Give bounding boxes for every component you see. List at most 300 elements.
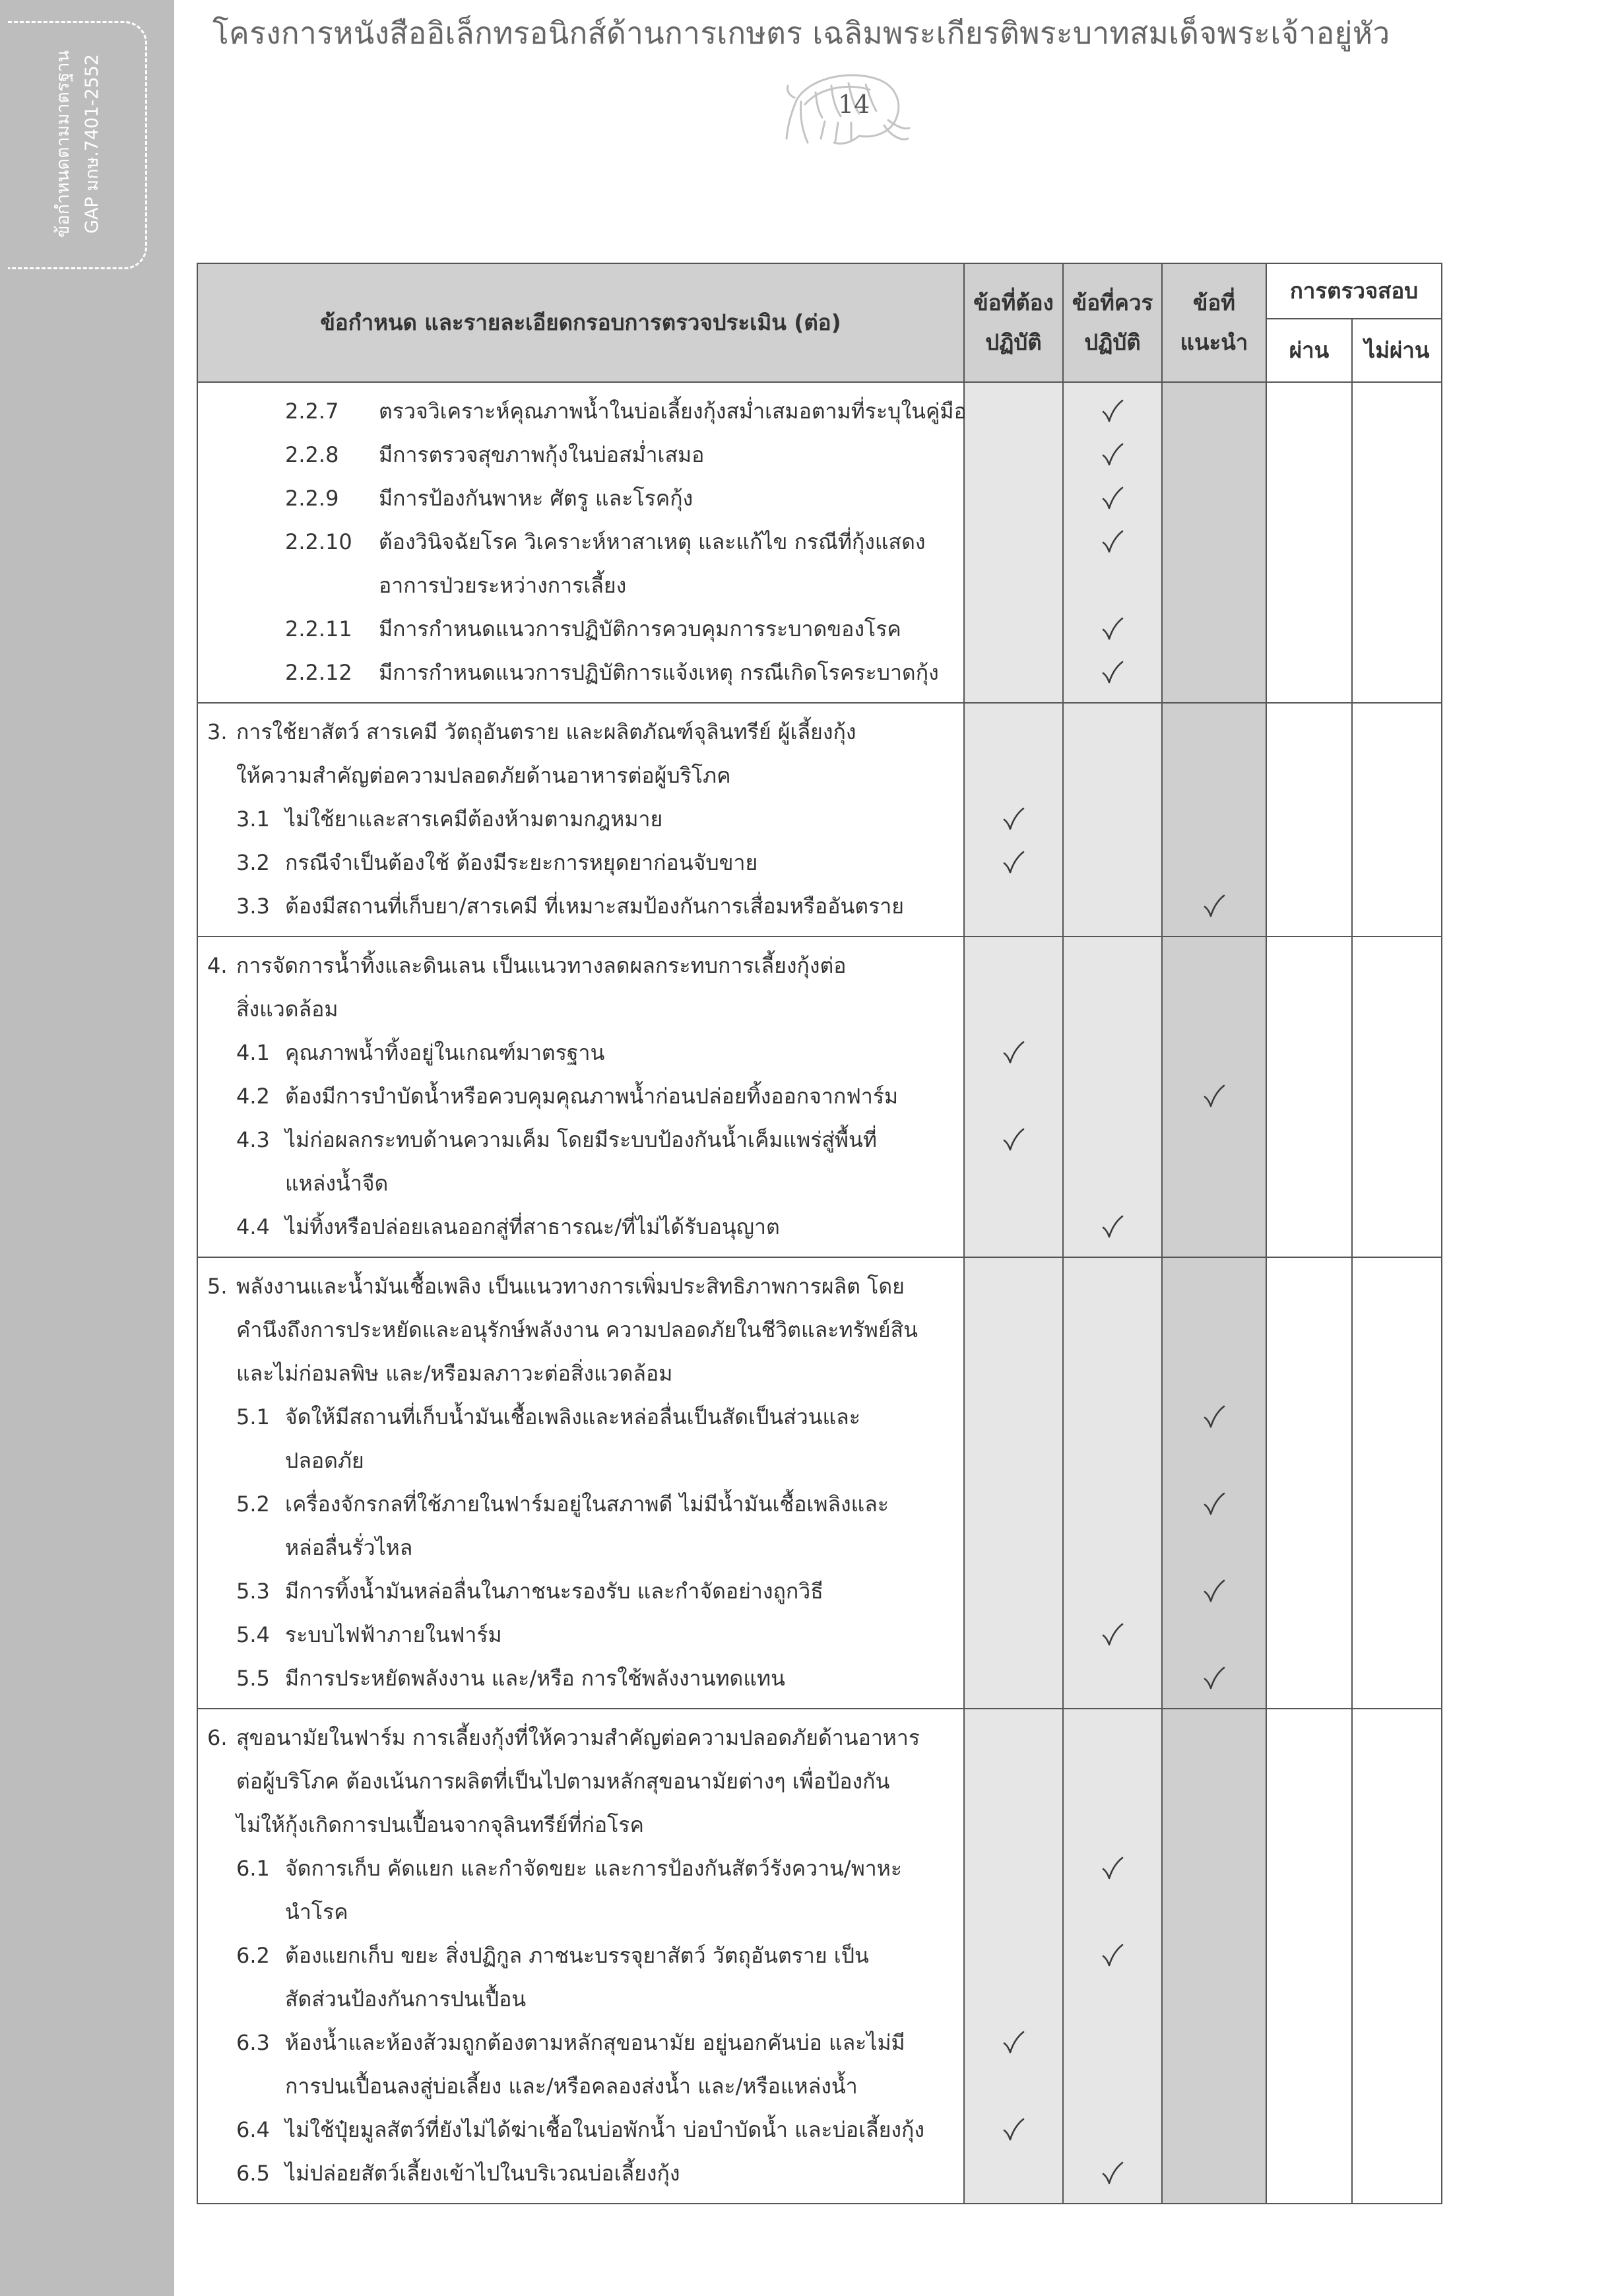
check-slot xyxy=(1064,2021,1161,2064)
criteria-line xyxy=(207,607,954,651)
fail-column-cell xyxy=(1352,936,1442,1257)
check-slot xyxy=(1064,1308,1161,1352)
sidebar-standard-label xyxy=(49,50,107,238)
criteria-line xyxy=(207,1716,954,1759)
check-slot xyxy=(1163,433,1266,476)
criteria-number: 6.5 xyxy=(236,2161,270,2186)
check-slot xyxy=(965,1759,1062,1803)
criteria-line xyxy=(207,1162,954,1205)
table-row xyxy=(197,382,1442,703)
check-slot xyxy=(1267,944,1351,987)
criteria-line xyxy=(207,1074,954,1118)
must-column-cell xyxy=(964,382,1063,703)
pass-column-cell xyxy=(1266,1709,1352,2204)
check-slot xyxy=(1353,797,1441,841)
check-slot xyxy=(965,564,1062,607)
check-slot xyxy=(1064,1890,1161,1934)
criteria-number: 2.2.8 xyxy=(285,442,339,467)
check-slot xyxy=(1353,1569,1441,1613)
check-slot xyxy=(1064,987,1161,1031)
check-slot xyxy=(965,1074,1062,1118)
check-slot xyxy=(1163,476,1266,520)
check-slot xyxy=(1163,710,1266,754)
criteria-number: 6. xyxy=(207,1725,228,1750)
criteria-line xyxy=(207,1847,954,1890)
check-slot xyxy=(1064,1482,1161,1526)
check-slot xyxy=(1267,1031,1351,1074)
check-slot xyxy=(1267,607,1351,651)
criteria-text: มีการกำหนดแนวการปฏิบัติการควบคุมการระบาดของโรค xyxy=(379,616,901,641)
check-slot xyxy=(1353,1890,1441,1934)
criteria-text: สัดส่วนป้องกันการปนเปื้อน xyxy=(285,1986,527,2012)
check-slot xyxy=(965,2151,1062,2195)
check-slot xyxy=(1163,841,1266,884)
check-slot xyxy=(1267,1395,1351,1439)
criteria-text: ห้องน้ำและห้องส้วมถูกต้องตามหลักสุขอนามัย อยู่นอกคันบ่อ และไม่มี xyxy=(285,2030,905,2055)
check-mark-icon xyxy=(1163,1482,1266,1526)
check-slot xyxy=(1353,433,1441,476)
criteria-text: ต้องมีสถานที่เก็บยา/สารเคมี ที่เหมาะสมป้องกันการเสื่อมหรืออันตราย xyxy=(285,894,904,919)
check-slot xyxy=(1267,651,1351,694)
check-slot xyxy=(1353,1977,1441,2021)
check-mark-icon xyxy=(965,1031,1062,1074)
check-slot xyxy=(1353,476,1441,520)
must-column-cell xyxy=(964,703,1063,936)
criteria-text: ไม่ใช้ปุ๋ยมูลสัตว์ที่ยังไม่ได้ฆ่าเชื้อในบ่อพักน้ำ บ่อบำบัดน้ำ และบ่อเลี้ยงกุ้ง xyxy=(285,2117,925,2142)
check-slot xyxy=(1163,1716,1266,1759)
check-slot xyxy=(1267,1759,1351,1803)
check-slot xyxy=(1064,1395,1161,1439)
check-slot xyxy=(1163,754,1266,797)
criteria-text: การปนเปื้อนลงสู่บ่อเลี้ยง และ/หรือคลองส่งน้ำ และ/หรือแหล่งน้ำ xyxy=(285,2074,858,2099)
check-slot xyxy=(965,987,1062,1031)
check-slot xyxy=(1064,710,1161,754)
criteria-text: นำโรค xyxy=(285,1899,348,1924)
check-slot xyxy=(965,2064,1062,2108)
criteria-text: ไม่ใช้ยาและสารเคมีต้องห้ามตามกฎหมาย xyxy=(285,806,663,832)
check-slot xyxy=(965,607,1062,651)
check-slot xyxy=(1267,564,1351,607)
criteria-line xyxy=(207,944,954,987)
criteria-cell xyxy=(197,703,964,936)
check-slot xyxy=(1064,1074,1161,1118)
pass-column-cell xyxy=(1266,703,1352,936)
check-mark-icon xyxy=(1064,520,1161,564)
criteria-text: ปลอดภัย xyxy=(285,1448,364,1473)
rec-column-cell xyxy=(1162,1257,1266,1709)
header-pass: ผ่าน xyxy=(1266,319,1352,382)
criteria-cell xyxy=(197,1709,964,2204)
criteria-text: แหล่งน้ำจืด xyxy=(285,1171,389,1196)
check-slot xyxy=(1064,1031,1161,1074)
criteria-text: ไม่ก่อผลกระทบด้านความเค็ม โดยมีระบบป้องกันน้ำเค็มแพร่สู่พื้นที่ xyxy=(285,1127,877,1152)
criteria-line xyxy=(207,476,954,520)
criteria-text: เครื่องจักรกลที่ใช้ภายในฟาร์มอยู่ในสภาพดี ไม่มีน้ำมันเชื้อเพลิงและ xyxy=(285,1492,889,1517)
check-slot xyxy=(965,1439,1062,1482)
criteria-text: ต้องมีการบำบัดน้ำหรือควบคุมคุณภาพน้ำก่อนปล่อยทิ้งออกจากฟาร์ม xyxy=(285,1084,899,1109)
check-slot xyxy=(965,1803,1062,1847)
check-slot xyxy=(1267,1656,1351,1700)
check-slot xyxy=(1267,884,1351,928)
check-slot xyxy=(965,754,1062,797)
check-slot xyxy=(1163,1031,1266,1074)
check-slot xyxy=(1163,1352,1266,1395)
criteria-number: 4.1 xyxy=(236,1040,270,1065)
check-slot xyxy=(1163,1205,1266,1249)
criteria-line xyxy=(207,433,954,476)
header-rec-line-1: ข้อที่ xyxy=(1192,290,1236,315)
check-slot xyxy=(1064,1716,1161,1759)
criteria-text: คำนึงถึงการประหยัดและอนุรักษ์พลังงาน ความปลอดภัยในชีวิตและทรัพย์สิน xyxy=(236,1317,918,1342)
criteria-number: 3.1 xyxy=(236,806,270,832)
criteria-line xyxy=(207,2108,954,2151)
criteria-number: 6.4 xyxy=(236,2117,270,2142)
pass-column-cell xyxy=(1266,1257,1352,1709)
check-slot xyxy=(1353,1934,1441,1977)
criteria-text: จัดการเก็บ คัดแยก และกำจัดขยะ และการป้องกันสัตว์รังควาน/พาหะ xyxy=(285,1856,903,1881)
sidebar-label-line-2: GAP มกษ.7401-2552 xyxy=(82,54,102,234)
fail-column-cell xyxy=(1352,703,1442,936)
check-mark-icon xyxy=(965,1118,1062,1162)
check-slot xyxy=(1267,1308,1351,1352)
check-slot xyxy=(965,1264,1062,1308)
check-slot xyxy=(1353,1162,1441,1205)
criteria-text: การจัดการน้ำทิ้งและดินเลน เป็นแนวทางลดผลกระทบการเลี้ยงกุ้งต่อ xyxy=(236,953,847,978)
check-slot xyxy=(1163,1934,1266,1977)
criteria-line xyxy=(207,1803,954,1847)
check-slot xyxy=(1267,1439,1351,1482)
check-slot xyxy=(1267,987,1351,1031)
check-slot xyxy=(1064,754,1161,797)
check-mark-icon xyxy=(965,2108,1062,2151)
check-slot xyxy=(1064,1803,1161,1847)
check-slot xyxy=(965,1613,1062,1656)
criteria-text: ระบบไฟฟ้าภายในฟาร์ม xyxy=(285,1622,502,1647)
criteria-text: ไม่ให้กุ้งเกิดการปนเปื้อนจากจุลินทรีย์ที่ก่อโรค xyxy=(236,1812,644,1837)
check-slot xyxy=(1353,1031,1441,1074)
criteria-line xyxy=(207,1977,954,2021)
check-slot xyxy=(1353,1803,1441,1847)
check-slot xyxy=(1353,1205,1441,1249)
criteria-line xyxy=(207,1759,954,1803)
check-slot xyxy=(965,1716,1062,1759)
should-column-cell xyxy=(1063,1709,1162,2204)
rec-column-cell xyxy=(1162,1709,1266,2204)
fail-column-cell xyxy=(1352,382,1442,703)
check-slot xyxy=(965,1205,1062,1249)
fail-column-cell xyxy=(1352,1709,1442,2204)
check-slot xyxy=(1267,1847,1351,1890)
should-column-cell xyxy=(1063,936,1162,1257)
check-mark-icon xyxy=(1064,1847,1161,1890)
check-mark-icon xyxy=(1064,651,1161,694)
check-slot xyxy=(965,1395,1062,1439)
check-slot xyxy=(1353,1308,1441,1352)
criteria-text: มีการป้องกันพาหะ ศัตรู และโรคกุ้ง xyxy=(379,486,693,511)
header-should-line-1: ข้อที่ควร xyxy=(1072,290,1153,315)
check-mark-icon xyxy=(1163,1074,1266,1118)
criteria-line xyxy=(207,1526,954,1569)
check-slot xyxy=(965,884,1062,928)
criteria-cell xyxy=(197,936,964,1257)
check-slot xyxy=(1163,651,1266,694)
check-slot xyxy=(1353,1439,1441,1482)
header-must-line-1: ข้อที่ต้อง xyxy=(973,290,1054,315)
check-slot xyxy=(1163,1803,1266,1847)
check-slot xyxy=(1267,1934,1351,1977)
criteria-line xyxy=(207,1205,954,1249)
check-mark-icon xyxy=(965,797,1062,841)
criteria-text: สุขอนามัยในฟาร์ม การเลี้ยงกุ้งที่ให้ความสำคัญต่อความปลอดภัยด้านอาหาร xyxy=(236,1725,920,1750)
check-mark-icon xyxy=(1163,1656,1266,1700)
criteria-text: กรณีจำเป็นต้องใช้ ต้องมีระยะการหยุดยาก่อนจับขาย xyxy=(285,850,758,875)
criteria-text: ต่อผู้บริโภค ต้องเน้นการผลิตที่เป็นไปตามหลักสุขอนามัยต่างๆ เพื่อป้องกัน xyxy=(236,1769,890,1794)
check-mark-icon xyxy=(1064,433,1161,476)
criteria-text: และไม่ก่อมลพิษ และ/หรือมลภาวะต่อสิ่งแวดล้อม xyxy=(236,1361,673,1386)
criteria-line xyxy=(207,2021,954,2064)
check-slot xyxy=(1267,433,1351,476)
check-slot xyxy=(1064,1977,1161,2021)
check-slot xyxy=(965,1352,1062,1395)
criteria-number: 6.3 xyxy=(236,2030,270,2055)
check-slot xyxy=(1353,944,1441,987)
check-slot xyxy=(1064,1439,1161,1482)
criteria-line xyxy=(207,797,954,841)
check-slot xyxy=(1267,476,1351,520)
check-slot xyxy=(1163,2021,1266,2064)
check-slot xyxy=(965,1308,1062,1352)
check-slot xyxy=(965,1890,1062,1934)
check-slot xyxy=(1267,1352,1351,1395)
check-slot xyxy=(1267,1264,1351,1308)
must-column-cell xyxy=(964,1257,1063,1709)
check-slot xyxy=(1267,754,1351,797)
table-row xyxy=(197,936,1442,1257)
criteria-text: มีการประหยัดพลังงาน และ/หรือ การใช้พลังงานทดแทน xyxy=(285,1666,785,1691)
check-slot xyxy=(1064,841,1161,884)
criteria-number: 6.2 xyxy=(236,1943,270,1968)
check-slot xyxy=(965,1847,1062,1890)
criteria-text: คุณภาพน้ำทิ้งอยู่ในเกณฑ์มาตรฐาน xyxy=(285,1040,605,1065)
check-slot xyxy=(1267,1205,1351,1249)
check-slot xyxy=(1267,2108,1351,2151)
criteria-text: มีการตรวจสุขภาพกุ้งในบ่อสม่ำเสมอ xyxy=(379,442,705,467)
check-slot xyxy=(1353,1395,1441,1439)
criteria-line xyxy=(207,1395,954,1439)
check-slot xyxy=(965,1977,1062,2021)
check-slot xyxy=(1353,389,1441,433)
header-should-practice xyxy=(1063,263,1162,382)
header-criteria: ข้อกำหนด และรายละเอียดกรอบการตรวจประเมิน (ต่อ) xyxy=(197,263,964,382)
check-slot xyxy=(1064,564,1161,607)
criteria-cell xyxy=(197,1257,964,1709)
check-slot xyxy=(965,433,1062,476)
check-mark-icon xyxy=(1064,476,1161,520)
check-slot xyxy=(1163,2108,1266,2151)
check-slot xyxy=(1353,1526,1441,1569)
criteria-text: อาการป่วยระหว่างการเลี้ยง xyxy=(379,573,627,598)
check-mark-icon xyxy=(1163,1395,1266,1439)
criteria-line xyxy=(207,2064,954,2108)
check-slot xyxy=(1353,2064,1441,2108)
criteria-number: 5.3 xyxy=(236,1579,270,1604)
check-slot xyxy=(1163,1526,1266,1569)
header-row-1 xyxy=(197,263,1442,319)
check-slot xyxy=(1163,1162,1266,1205)
criteria-number: 4. xyxy=(207,953,228,978)
check-mark-icon xyxy=(1064,1205,1161,1249)
header-rec-line-2: แนะนำ xyxy=(1180,329,1248,355)
header-audit: การตรวจสอบ xyxy=(1266,263,1442,319)
check-slot xyxy=(1163,1308,1266,1352)
check-slot xyxy=(1267,1569,1351,1613)
check-slot xyxy=(1353,651,1441,694)
check-slot xyxy=(1267,710,1351,754)
criteria-line xyxy=(207,1569,954,1613)
check-mark-icon xyxy=(1163,884,1266,928)
check-slot xyxy=(1267,1977,1351,2021)
criteria-line xyxy=(207,389,967,433)
check-slot xyxy=(1064,884,1161,928)
check-slot xyxy=(1267,1890,1351,1934)
check-slot xyxy=(1267,1162,1351,1205)
check-slot xyxy=(1267,1074,1351,1118)
check-slot xyxy=(1353,2021,1441,2064)
check-slot xyxy=(1163,1613,1266,1656)
criteria-line xyxy=(207,520,954,564)
check-slot xyxy=(1267,520,1351,564)
criteria-text: พลังงานและน้ำมันเชื้อเพลิง เป็นแนวทางการเพิ่มประสิทธิภาพการผลิต โดย xyxy=(236,1274,905,1299)
check-slot xyxy=(1163,797,1266,841)
check-slot xyxy=(965,1569,1062,1613)
criteria-number: 5.5 xyxy=(236,1666,270,1691)
check-slot xyxy=(965,1162,1062,1205)
criteria-line xyxy=(207,2151,954,2195)
header-must-line-2: ปฏิบัติ xyxy=(985,329,1042,355)
pass-column-cell xyxy=(1266,936,1352,1257)
check-slot xyxy=(1267,841,1351,884)
check-slot xyxy=(1064,1264,1161,1308)
check-slot xyxy=(1163,1977,1266,2021)
check-mark-icon xyxy=(1064,1934,1161,1977)
criteria-line xyxy=(207,1613,954,1656)
criteria-line xyxy=(207,1352,954,1395)
check-slot xyxy=(965,389,1062,433)
check-slot xyxy=(1353,841,1441,884)
check-slot xyxy=(1267,1526,1351,1569)
check-slot xyxy=(1353,520,1441,564)
check-slot xyxy=(1353,1352,1441,1395)
check-slot xyxy=(1353,884,1441,928)
criteria-line xyxy=(207,841,954,884)
criteria-number: 2.2.12 xyxy=(285,660,352,685)
check-slot xyxy=(1267,389,1351,433)
criteria-number: 5. xyxy=(207,1274,228,1299)
check-slot xyxy=(1267,1716,1351,1759)
table-row xyxy=(197,703,1442,936)
rec-column-cell xyxy=(1162,936,1266,1257)
criteria-line xyxy=(207,1482,954,1526)
check-slot xyxy=(965,944,1062,987)
criteria-line xyxy=(207,884,954,928)
check-slot xyxy=(965,1482,1062,1526)
header-should-line-2: ปฏิบัติ xyxy=(1084,329,1141,355)
check-slot xyxy=(1064,1118,1161,1162)
criteria-number: 2.2.7 xyxy=(285,399,339,424)
rec-column-cell xyxy=(1162,382,1266,703)
check-slot xyxy=(1064,1162,1161,1205)
header-fail: ไม่ผ่าน xyxy=(1352,319,1442,382)
check-slot xyxy=(1353,710,1441,754)
criteria-number: 5.4 xyxy=(236,1622,270,1647)
should-column-cell xyxy=(1063,382,1162,703)
check-slot xyxy=(1267,2021,1351,2064)
criteria-line xyxy=(207,1264,954,1308)
check-slot xyxy=(1064,2064,1161,2108)
check-slot xyxy=(1163,987,1266,1031)
criteria-line xyxy=(207,1890,954,1934)
check-slot xyxy=(1353,607,1441,651)
check-mark-icon xyxy=(1163,1569,1266,1613)
criteria-line xyxy=(207,1118,954,1162)
criteria-text: มีการทิ้งน้ำมันหล่อลื่นในภาชนะรองรับ และกำจัดอย่างถูกวิธี xyxy=(285,1579,823,1604)
criteria-text: หล่อลื่นรั่วไหล xyxy=(285,1535,413,1560)
check-slot xyxy=(1064,2108,1161,2151)
check-slot xyxy=(1163,607,1266,651)
criteria-line xyxy=(207,1439,954,1482)
criteria-text: ไม่ทิ้งหรือปล่อยเลนออกสู่ที่สาธารณะ/ที่ไม่ได้รับอนุญาต xyxy=(285,1214,780,1239)
check-slot xyxy=(1353,1482,1441,1526)
check-slot xyxy=(1353,987,1441,1031)
criteria-number: 3. xyxy=(207,719,228,744)
check-slot xyxy=(1267,2151,1351,2195)
check-slot xyxy=(965,520,1062,564)
check-slot xyxy=(1163,520,1266,564)
check-slot xyxy=(965,1934,1062,1977)
header-recommended xyxy=(1162,263,1266,382)
check-slot xyxy=(965,710,1062,754)
criteria-text: ให้ความสำคัญต่อความปลอดภัยด้านอาหารต่อผู้บริโภค xyxy=(236,763,731,788)
criteria-line xyxy=(207,1656,954,1700)
sidebar xyxy=(0,0,174,2296)
check-slot xyxy=(1064,1352,1161,1395)
should-column-cell xyxy=(1063,703,1162,936)
check-slot xyxy=(1353,2108,1441,2151)
criteria-table xyxy=(197,263,1442,2204)
check-mark-icon xyxy=(1064,607,1161,651)
page-title: โครงการหนังสืออิเล็กทรอนิกส์ด้านการเกษตร เฉลิมพระเกียรติพระบาทสมเด็จพระเจ้าอยู่หัว xyxy=(212,15,1390,51)
criteria-number: 4.3 xyxy=(236,1127,270,1152)
pass-column-cell xyxy=(1266,382,1352,703)
check-slot xyxy=(1163,1847,1266,1890)
check-slot xyxy=(1064,1526,1161,1569)
criteria-text: การใช้ยาสัตว์ สารเคมี วัตถุอันตราย และผลิตภัณฑ์จุลินทรีย์ ผู้เลี้ยงกุ้ง xyxy=(236,719,856,744)
check-slot xyxy=(1353,1074,1441,1118)
check-slot xyxy=(1267,797,1351,841)
criteria-text: ต้องวินิจฉัยโรค วิเคราะห์หาสาเหตุ และแก้ไข กรณีที่กุ้งแสดง xyxy=(379,529,926,554)
should-column-cell xyxy=(1063,1257,1162,1709)
criteria-line xyxy=(207,651,954,694)
header-must-practice xyxy=(964,263,1063,382)
check-slot xyxy=(1353,754,1441,797)
check-slot xyxy=(1064,1569,1161,1613)
check-slot xyxy=(1163,2064,1266,2108)
check-mark-icon xyxy=(965,841,1062,884)
table-row xyxy=(197,1257,1442,1709)
check-slot xyxy=(1064,797,1161,841)
criteria-text: ไม่ปล่อยสัตว์เลี้ยงเข้าไปในบริเวณบ่อเลี้ยงกุ้ง xyxy=(285,2161,680,2186)
check-slot xyxy=(965,1656,1062,1700)
